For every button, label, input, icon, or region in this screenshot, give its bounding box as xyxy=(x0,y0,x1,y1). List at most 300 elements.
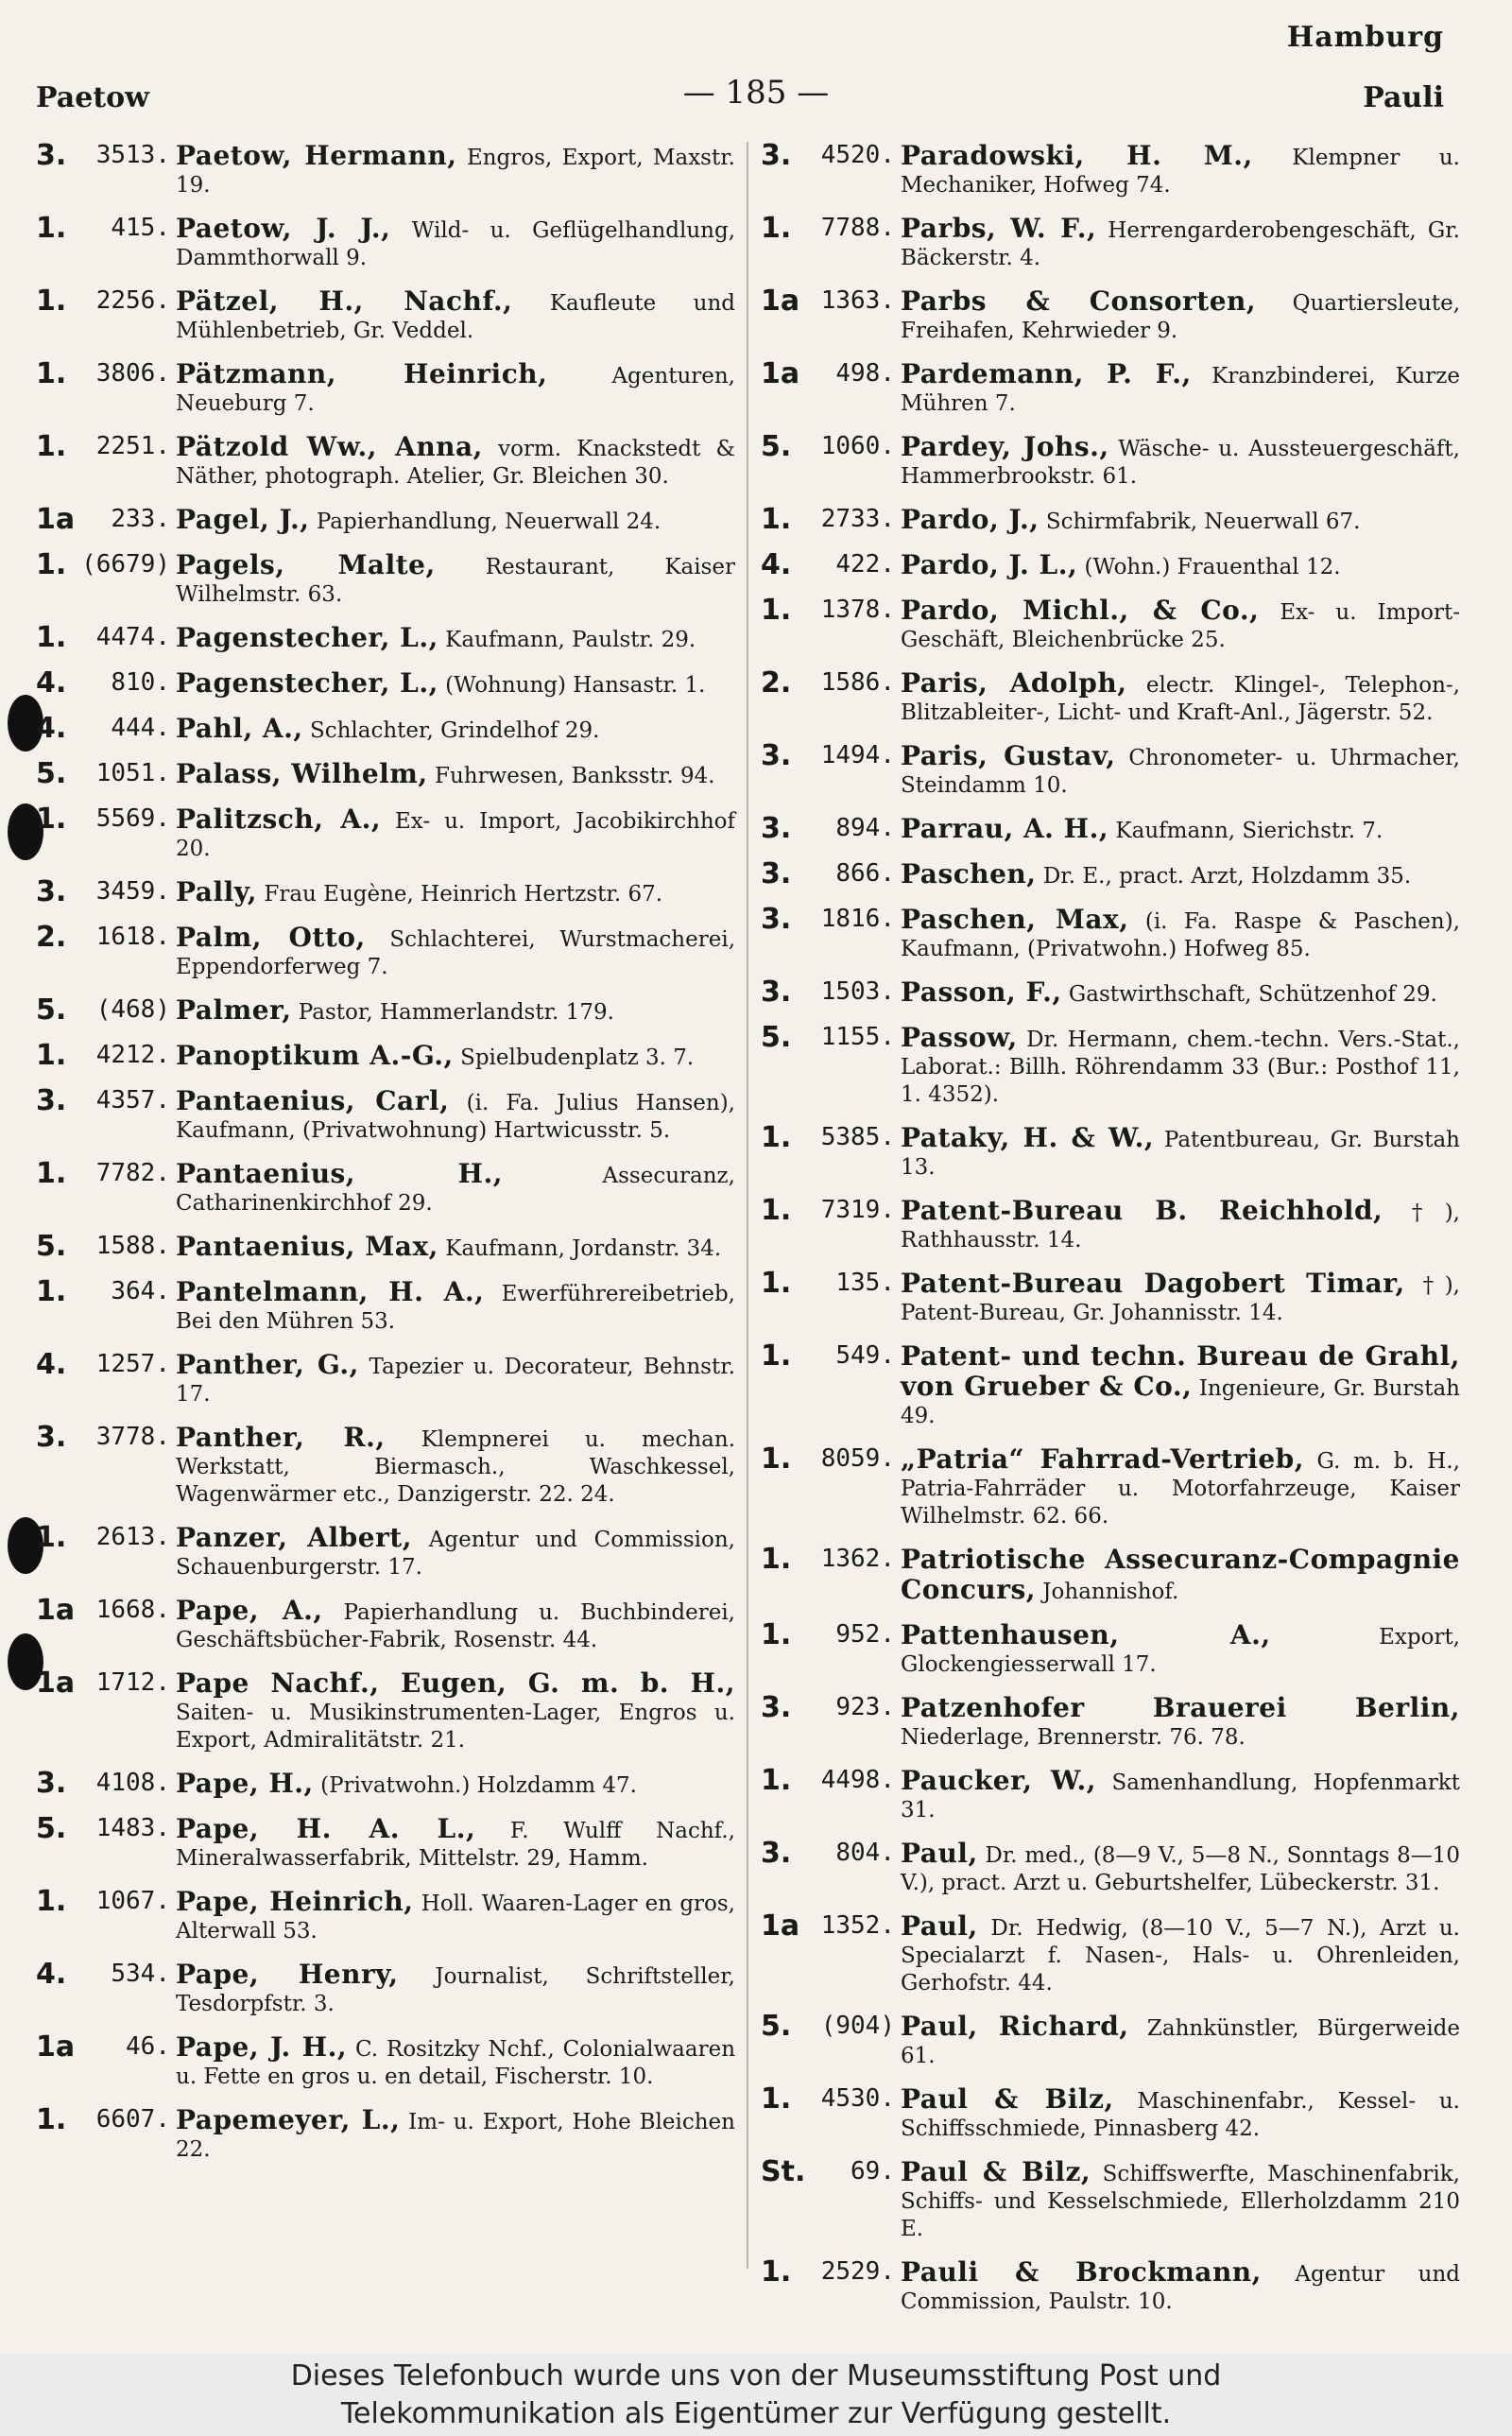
subscriber-name: Pape, H., xyxy=(176,1768,314,1799)
subscriber-name: Panzer, Albert, xyxy=(176,1522,412,1553)
phone-number: 1362. xyxy=(820,1545,895,1573)
subscriber-details: Dr. E., pract. Arzt, Holzdamm 35. xyxy=(1036,864,1412,889)
phone-number: 135. xyxy=(835,1269,895,1297)
subscriber-name: Pattenhausen, A., xyxy=(901,1619,1271,1650)
subscriber-name: Paris, Gustav, xyxy=(901,740,1116,771)
directory-entry xyxy=(36,993,735,1027)
subscriber-details: Samenhandlung, Hopfenmarkt 31. xyxy=(901,1771,1460,1823)
subscriber-name: Patent-Bureau Dagobert Timar, xyxy=(901,1268,1405,1299)
phone-number: 498. xyxy=(835,359,895,388)
directory-entry xyxy=(761,2255,1460,2316)
directory-entry xyxy=(761,1543,1460,1606)
subscriber-details: Klempnerei u. mechan. Werkstatt, Biermasch., Waschkessel, Wagenwärmer etc., Danzigerstr. 22. 24. xyxy=(176,1427,736,1507)
subscriber-details: Kranzbinderei, Kurze Mühren 7. xyxy=(901,364,1461,416)
phone-number: 952. xyxy=(835,1620,895,1649)
phone-number: 866. xyxy=(835,859,895,888)
phone-number: 364. xyxy=(111,1277,170,1305)
district-code: 3. xyxy=(761,739,792,772)
subscriber-details: F. Wulff Nachf., Mineralwasserfabrik, Mittelstr. 29, Hamm. xyxy=(176,1819,735,1871)
subscriber-name: Paucker, W., xyxy=(901,1765,1097,1796)
subscriber-name: Patriotische Assecuranz-Compagnie Concurs, xyxy=(901,1544,1460,1605)
subscriber-name: Parrau, A. H., xyxy=(901,813,1109,844)
subscriber-details: (i. Fa. Julius Hansen), Kaufmann, (Privatwohnung) Hartwicusstr. 5. xyxy=(176,1091,735,1143)
subscriber-name: Paul & Bilz, xyxy=(901,2083,1114,2115)
directory-entry xyxy=(761,1764,1460,1824)
directory-entry xyxy=(36,1039,735,1072)
phone-number: 6607. xyxy=(95,2105,170,2134)
subscriber-details: Frau Eugène, Heinrich Hertzstr. 67. xyxy=(257,882,663,907)
phone-number: 810. xyxy=(111,668,170,697)
subscriber-name: Palm, Otto, xyxy=(176,922,366,953)
phone-number: 1363. xyxy=(820,286,895,315)
subscriber-name: Paetow, Hermann, xyxy=(176,140,457,171)
phone-number: 7782. xyxy=(95,1159,170,1187)
district-code: 1. xyxy=(761,594,792,627)
directory-entry xyxy=(761,857,1460,890)
directory-entry xyxy=(36,1885,735,1945)
district-code: 1a xyxy=(761,357,800,390)
subscriber-details: Niederlage, Brennerstr. 76. 78. xyxy=(901,1725,1246,1750)
directory-entry xyxy=(761,903,1460,963)
subscriber-name: Pape Nachf., Eugen, G. m. b. H., xyxy=(176,1667,735,1699)
directory-entry xyxy=(36,1421,736,1509)
directory-entry xyxy=(761,357,1461,418)
district-code: 1. xyxy=(36,1039,67,1072)
directory-entry xyxy=(36,1767,735,1800)
subscriber-details: (Wohn.) Frauenthal 12. xyxy=(1077,555,1341,579)
subscriber-details: Zahnkünstler, Bürgerweide 61. xyxy=(901,2016,1461,2068)
subscriber-name: Paul & Bilz, xyxy=(901,2156,1091,2187)
district-code: 4. xyxy=(36,666,67,700)
district-code: 1. xyxy=(761,2082,792,2116)
district-code: 3. xyxy=(761,1837,792,1870)
directory-entry xyxy=(36,1669,735,1754)
directory-entry xyxy=(761,666,1460,727)
district-code: 1. xyxy=(761,1543,792,1576)
subscriber-details: Assecuranz, Catharinenkirchhof 29. xyxy=(176,1164,735,1216)
district-code: 1. xyxy=(761,1339,792,1373)
district-code: 3. xyxy=(36,139,67,172)
phone-number: 1051. xyxy=(95,759,170,787)
subscriber-details: Kaufleute und Mühlenbetrieb, Gr. Veddel. xyxy=(176,291,735,343)
directory-entry xyxy=(761,978,1460,1009)
subscriber-name: Pahl, A., xyxy=(176,713,303,744)
subscriber-details: Pastor, Hammerlandstr. 179. xyxy=(291,1000,614,1025)
phone-number: 7788. xyxy=(820,214,895,242)
district-code: 4. xyxy=(761,548,792,581)
directory-entry xyxy=(761,1691,1460,1752)
directory-entry xyxy=(36,1812,735,1873)
directory-entry xyxy=(36,139,735,199)
subscriber-name: Pape, Henry, xyxy=(176,1959,399,1990)
phone-number: 2613. xyxy=(95,1523,170,1551)
phone-number: 3778. xyxy=(95,1423,170,1451)
district-code: 5. xyxy=(761,2010,792,2043)
subscriber-name: Patzenhofer Brauerei Berlin, xyxy=(901,1692,1460,1723)
left-column xyxy=(36,139,736,2179)
subscriber-details: †), Patent-Bureau, Gr. Johannisstr. 14. xyxy=(901,1273,1460,1325)
subscriber-name: Panoptikum A.-G., xyxy=(176,1040,454,1071)
district-code: 1. xyxy=(36,1885,67,1918)
subscriber-name: Pape, A., xyxy=(176,1595,323,1626)
directory-entry xyxy=(761,212,1460,272)
district-code: 3. xyxy=(761,903,792,936)
district-code: 1. xyxy=(36,2103,67,2136)
directory-entry xyxy=(36,1958,735,2018)
footer-notice xyxy=(0,2354,1512,2436)
footer-line-1: Dieses Telefonbuch wurde uns von der Museumsstiftung Post und xyxy=(290,2359,1222,2393)
subscriber-details: Saiten- u. Musikinstrumenten-Lager, Engros u. Export, Admiralitätstr. 21. xyxy=(176,1701,735,1753)
phone-number: 233. xyxy=(111,505,170,533)
directory-entry xyxy=(761,1121,1460,1182)
district-code: 5. xyxy=(761,430,792,463)
subscriber-name: Pataky, H. & W., xyxy=(901,1122,1155,1153)
subscriber-details: Spielbudenplatz 3. 7. xyxy=(453,1045,695,1070)
right-column xyxy=(761,139,1461,2331)
directory-entry xyxy=(36,1348,736,1408)
phone-number: 1588. xyxy=(95,1232,170,1260)
footer-line-2: Telekommunikation als Eigentümer zur Verfügung gestellt. xyxy=(340,2397,1172,2430)
subscriber-details: Patentbureau, Gr. Burstah 13. xyxy=(901,1128,1460,1180)
subscriber-details: Schlachterei, Wurstmacherei, Eppendorferweg 7. xyxy=(176,927,735,979)
subscriber-name: Paul, xyxy=(901,1838,978,1869)
subscriber-name: Parbs, W. F., xyxy=(901,213,1097,244)
subscriber-details: Engros, Export, Maxstr. 19. xyxy=(176,146,735,198)
subscriber-details: Dr. Hedwig, (8—10 V., 5—7 N.), Arzt u. Specialarzt f. Nasen-, Hals- u. Ohrenleiden, Gerhofstr. 44. xyxy=(901,1916,1460,1995)
district-code: 3. xyxy=(761,812,792,845)
phone-number: 5385. xyxy=(820,1123,895,1151)
directory-entry xyxy=(761,1021,1460,1109)
subscriber-name: Paradowski, H. M., xyxy=(901,140,1253,171)
directory-entry xyxy=(36,2030,736,2091)
directory-entry xyxy=(761,739,1460,800)
subscriber-name: Pätzold Ww., Anna, xyxy=(176,431,483,462)
district-code: 1. xyxy=(761,1194,792,1227)
subscriber-name: Pape, Heinrich, xyxy=(176,1886,414,1917)
phone-number: 1483. xyxy=(95,1814,170,1842)
subscriber-details: Agentur und Commission, Schauenburgerstr. 17. xyxy=(176,1528,735,1580)
subscriber-name: Palass, Wilhelm, xyxy=(176,758,428,789)
directory-entry xyxy=(36,212,736,272)
district-code: 1. xyxy=(761,503,792,536)
district-code: 3. xyxy=(761,976,792,1009)
district-code: 3. xyxy=(761,139,792,172)
subscriber-name: Palitzsch, A., xyxy=(176,803,382,835)
phone-number: 69. xyxy=(850,2157,895,2185)
directory-entry xyxy=(761,503,1460,536)
header-last-entry: Pauli xyxy=(1363,81,1444,114)
subscriber-details: Maschinenfabr., Kessel- u. Schiffsschmiede, Pinnasberg 42. xyxy=(901,2089,1460,2141)
subscriber-name: Paul, xyxy=(901,1910,978,1942)
subscriber-details: Ex- u. Import-Geschäft, Bleichenbrücke 25. xyxy=(901,600,1460,652)
subscriber-name: Palmer, xyxy=(176,994,292,1026)
directory-entry xyxy=(761,1445,1460,1530)
phone-number: 2251. xyxy=(95,432,170,460)
district-code: 3. xyxy=(36,1421,67,1454)
district-code: 1. xyxy=(36,212,67,245)
district-code: 5. xyxy=(36,757,67,790)
subscriber-name: Pantaenius, H., xyxy=(176,1158,503,1189)
directory-entry xyxy=(761,1194,1460,1254)
phone-number: 4520. xyxy=(820,141,895,169)
directory-entry xyxy=(36,666,735,700)
subscriber-details: Johannishof. xyxy=(1036,1580,1179,1604)
district-code: 1. xyxy=(761,1618,792,1651)
phone-number: 3513. xyxy=(95,141,170,169)
subscriber-name: Pagenstecher, L., xyxy=(176,667,438,699)
district-code: 5. xyxy=(36,1812,67,1845)
phone-number: 46. xyxy=(126,2032,170,2061)
directory-entry xyxy=(761,2155,1460,2243)
subscriber-details: Papierhandlung, Neuerwall 24. xyxy=(309,510,662,534)
district-code: 1. xyxy=(36,285,67,318)
district-code: 1a xyxy=(36,503,76,536)
page-number: — 185 — xyxy=(682,74,830,112)
subscriber-details: Agentur und Commission, Paulstr. 10. xyxy=(901,2262,1460,2314)
directory-entry xyxy=(36,1594,735,1654)
subscriber-details: Wild- u. Geflügelhandlung, Dammthorwall 9. xyxy=(176,218,736,270)
district-code: 5. xyxy=(761,1021,792,1054)
directory-entry xyxy=(36,1230,735,1263)
phone-number: 1067. xyxy=(95,1887,170,1915)
subscriber-details: Tapezier u. Decorateur, Behnstr. 17. xyxy=(176,1355,736,1407)
phone-number: 3459. xyxy=(95,877,170,906)
district-code: 5. xyxy=(36,1230,67,1263)
directory-entry xyxy=(36,1275,735,1336)
subscriber-name: Pagels, Malte, xyxy=(176,549,436,580)
phone-number: 1668. xyxy=(95,1596,170,1624)
subscriber-name: Pape, H. A. L., xyxy=(176,1813,476,1844)
subscriber-name: Passon, F., xyxy=(901,976,1062,1008)
district-code: 1. xyxy=(36,621,67,654)
district-code: 1. xyxy=(36,1275,67,1308)
directory-entry xyxy=(36,757,735,790)
phone-number: 1494. xyxy=(820,741,895,769)
subscriber-details: G. m. b. H., Patria-Fahrräder u. Motorfahrzeuge, Kaiser Wilhelmstr. 62. 66. xyxy=(901,1449,1460,1529)
subscriber-name: Paris, Adolph, xyxy=(901,667,1127,699)
phone-number: 804. xyxy=(835,1839,895,1867)
directory-entry xyxy=(36,1084,735,1145)
district-code: 4. xyxy=(36,712,67,745)
district-code: 2. xyxy=(36,921,67,954)
subscriber-name: Panther, G., xyxy=(176,1349,359,1380)
directory-entry xyxy=(761,1339,1460,1430)
subscriber-name: Pagel, J., xyxy=(176,504,310,535)
district-code: 4. xyxy=(36,1958,67,1991)
subscriber-details: (i. Fa. Raspe & Paschen), Kaufmann, (Privatwohn.) Hofweg 85. xyxy=(901,909,1460,961)
district-code: 1. xyxy=(761,1121,792,1154)
subscriber-name: Pardo, J. L., xyxy=(901,549,1078,580)
subscriber-name: Paul, Richard, xyxy=(901,2011,1129,2042)
phone-number: 415. xyxy=(111,214,170,242)
subscriber-name: Pally, xyxy=(176,876,258,907)
district-code: 1. xyxy=(36,1157,67,1190)
phone-number: 5569. xyxy=(95,804,170,833)
subscriber-details: Herrengarderobengeschäft, Gr. Bäckerstr. 4. xyxy=(901,218,1460,270)
district-code: 2. xyxy=(761,666,792,700)
phone-number: (468) xyxy=(95,995,170,1024)
subscriber-name: Pauli & Brockmann, xyxy=(901,2256,1262,2288)
directory-entry xyxy=(36,357,735,418)
subscriber-details: vorm. Knackstedt & Näther, photograph. Atelier, Gr. Bleichen 30. xyxy=(176,437,735,489)
district-code: 3. xyxy=(36,1084,67,1117)
phone-number: 2529. xyxy=(820,2257,895,2286)
subscriber-details: Quartiersleute, Freihafen, Kehrwieder 9. xyxy=(901,291,1461,343)
district-code: 1a xyxy=(761,285,800,318)
subscriber-details: Fuhrwesen, Banksstr. 94. xyxy=(427,764,715,788)
subscriber-name: Parbs & Consorten, xyxy=(901,285,1257,317)
subscriber-details: Restaurant, Kaiser Wilhelmstr. 63. xyxy=(176,555,735,607)
district-code: 3. xyxy=(36,875,67,908)
subscriber-details: Ingenieure, Gr. Burstah 49. xyxy=(901,1376,1460,1428)
subscriber-details: Chronometer- u. Uhrmacher, Steindamm 10. xyxy=(901,746,1460,798)
subscriber-details: (Privatwohn.) Holzdamm 47. xyxy=(313,1773,637,1798)
phone-number: 2733. xyxy=(820,505,895,533)
directory-entry xyxy=(36,921,735,981)
subscriber-details: Klempner u. Mechaniker, Hofweg 74. xyxy=(901,146,1460,198)
directory-entry xyxy=(36,621,735,654)
phone-number: 1352. xyxy=(820,1911,895,1940)
phone-number: 549. xyxy=(835,1341,895,1370)
district-code: St. xyxy=(761,2155,806,2188)
phone-number: 2256. xyxy=(95,286,170,315)
phone-number: 4357. xyxy=(95,1086,170,1114)
phone-number: 1060. xyxy=(820,432,895,460)
phone-number: 422. xyxy=(835,550,895,579)
phone-number: 444. xyxy=(111,714,170,742)
phone-number: 1586. xyxy=(820,668,895,697)
phone-number: 3806. xyxy=(95,359,170,388)
directory-entry xyxy=(761,430,1460,491)
directory-entry xyxy=(761,1267,1460,1327)
subscriber-name: Patent- und techn. Bureau de Grahl, von Grueber & Co., xyxy=(901,1340,1460,1402)
subscriber-details: Dr. med., (8—9 V., 5—8 N., Sonntags 8—10 V.), pract. Arzt u. Geburtshelfer, Lübeckerstr. 31. xyxy=(901,1843,1460,1895)
subscriber-details: Agenturen, Neueburg 7. xyxy=(176,364,735,416)
phone-number: 4474. xyxy=(95,623,170,651)
column-divider xyxy=(747,142,748,2269)
subscriber-details: Holl. Waaren-Lager en gros, Alterwall 53. xyxy=(176,1892,735,1944)
subscriber-name: Pagenstecher, L., xyxy=(176,622,438,653)
district-code: 4. xyxy=(36,1348,67,1381)
header-city: Hamburg xyxy=(1286,21,1444,54)
district-code: 1. xyxy=(36,548,67,581)
directory-entry xyxy=(761,812,1460,845)
district-code: 1a xyxy=(36,1594,76,1627)
subscriber-details: †), Rathhausstr. 14. xyxy=(901,1201,1460,1253)
phone-number: 534. xyxy=(111,1960,170,1988)
subscriber-details: Schiffswerfte, Maschinenfabrik, Schiffs- und Kesselschmiede, Ellerholzdamm 210 E. xyxy=(901,2162,1460,2241)
phone-number: 923. xyxy=(835,1693,895,1721)
subscriber-name: Pätzel, H., Nachf., xyxy=(176,285,513,317)
district-code: 1. xyxy=(36,357,67,390)
phone-number: 1257. xyxy=(95,1350,170,1378)
directory-entry xyxy=(761,139,1460,199)
phone-number: 4530. xyxy=(820,2084,895,2113)
phone-number: 7319. xyxy=(820,1196,895,1224)
subscriber-name: Pantaenius, Max, xyxy=(176,1231,438,1262)
district-code: 5. xyxy=(36,993,67,1027)
subscriber-name: Panther, R., xyxy=(176,1422,386,1453)
district-code: 1. xyxy=(761,212,792,245)
subscriber-details: Im- u. Export, Hohe Bleichen 22. xyxy=(176,2110,735,2162)
phone-number: 1712. xyxy=(95,1668,170,1697)
subscriber-name: Paetow, J. J., xyxy=(176,213,391,244)
subscriber-details: Ewerführereibetrieb, Bei den Mühren 53. xyxy=(176,1282,735,1334)
subscriber-name: „Patria“ Fahrrad-Vertrieb, xyxy=(901,1443,1304,1475)
district-code: 1. xyxy=(761,1267,792,1300)
subscriber-details: Kaufmann, Paulstr. 29. xyxy=(438,628,696,652)
subscriber-name: Pantelmann, H. A., xyxy=(176,1276,485,1307)
subscriber-name: Passow, xyxy=(901,1022,1018,1053)
district-code: 3. xyxy=(761,1691,792,1724)
subscriber-details: C. Rositzky Nchf., Colonialwaaren u. Fette en gros u. en detail, Fischerstr. 10. xyxy=(176,2037,736,2089)
subscriber-details: Ex- u. Import, Jacobikirchhof 20. xyxy=(176,809,735,861)
subscriber-details: Schirmfabrik, Neuerwall 67. xyxy=(1039,510,1361,534)
directory-entry xyxy=(36,503,735,536)
district-code: 1a xyxy=(36,1667,76,1700)
directory-entry xyxy=(761,1837,1460,1897)
directory-entry xyxy=(36,1521,735,1581)
subscriber-name: Pardey, Johs., xyxy=(901,431,1109,462)
subscriber-details: Kaufmann, Jordanstr. 34. xyxy=(438,1236,722,1261)
district-code: 1. xyxy=(761,1764,792,1797)
directory-entry xyxy=(36,875,735,908)
phone-number: 894. xyxy=(835,814,895,842)
phone-number: 1155. xyxy=(820,1023,895,1051)
directory-entry xyxy=(761,1618,1460,1679)
subscriber-details: Papierhandlung u. Buchbinderei, Geschäftsbücher-Fabrik, Rosenstr. 44. xyxy=(176,1600,735,1652)
directory-entry xyxy=(36,430,735,491)
subscriber-name: Pantaenius, Carl, xyxy=(176,1085,450,1116)
district-code: 3. xyxy=(761,857,792,890)
directory-entry xyxy=(36,805,735,863)
directory-entry xyxy=(761,2010,1461,2070)
directory-entry xyxy=(36,1157,735,1218)
district-code: 1. xyxy=(761,1443,792,1476)
district-code: 1a xyxy=(761,1909,800,1943)
subscriber-details: Wäsche- u. Aussteuergeschäft, Hammerbrookstr. 61. xyxy=(901,437,1460,489)
subscriber-name: Pardo, J., xyxy=(901,504,1040,535)
directory-entry xyxy=(761,1909,1460,1997)
subscriber-details: Schlachter, Grindelhof 29. xyxy=(302,718,600,743)
header-first-entry: Paetow xyxy=(36,81,149,114)
phone-number: 1816. xyxy=(820,905,895,933)
district-code: 1. xyxy=(36,430,67,463)
subscriber-name: Pape, J. H., xyxy=(176,2031,348,2063)
subscriber-name: Pätzmann, Heinrich, xyxy=(176,358,548,389)
phone-number: (6679) xyxy=(81,550,170,579)
subscriber-details: Dr. Hermann, chem.-techn. Vers.-Stat., Laborat.: Billh. Röhrendamm 33 (Bur.: Posthof 11, 1. 4352). xyxy=(901,1028,1460,1107)
subscriber-details: Export, Glockengiesserwall 17. xyxy=(901,1625,1460,1677)
district-code: 1a xyxy=(36,2030,76,2064)
subscriber-name: Pardo, Michl., & Co., xyxy=(901,595,1260,626)
district-code: 1. xyxy=(36,803,67,836)
directory-entry xyxy=(761,548,1460,581)
subscriber-details: Kaufmann, Sierichstr. 7. xyxy=(1108,819,1383,843)
directory-entry xyxy=(36,2103,735,2164)
subscriber-details: Journalist, Schriftsteller, Tesdorpfstr. 3. xyxy=(176,1964,735,2016)
subscriber-name: Paschen, xyxy=(901,858,1037,890)
phone-number: (904) xyxy=(820,2012,895,2040)
district-code: 3. xyxy=(36,1767,67,1800)
district-code: 1. xyxy=(36,1521,67,1554)
directory-entry xyxy=(761,2082,1460,2143)
phone-number: 1618. xyxy=(95,923,170,951)
directory-entry xyxy=(36,287,735,345)
phone-number: 8059. xyxy=(820,1444,895,1473)
phone-number: 4108. xyxy=(95,1769,170,1797)
subscriber-name: Patent-Bureau B. Reichhold, xyxy=(901,1195,1383,1226)
